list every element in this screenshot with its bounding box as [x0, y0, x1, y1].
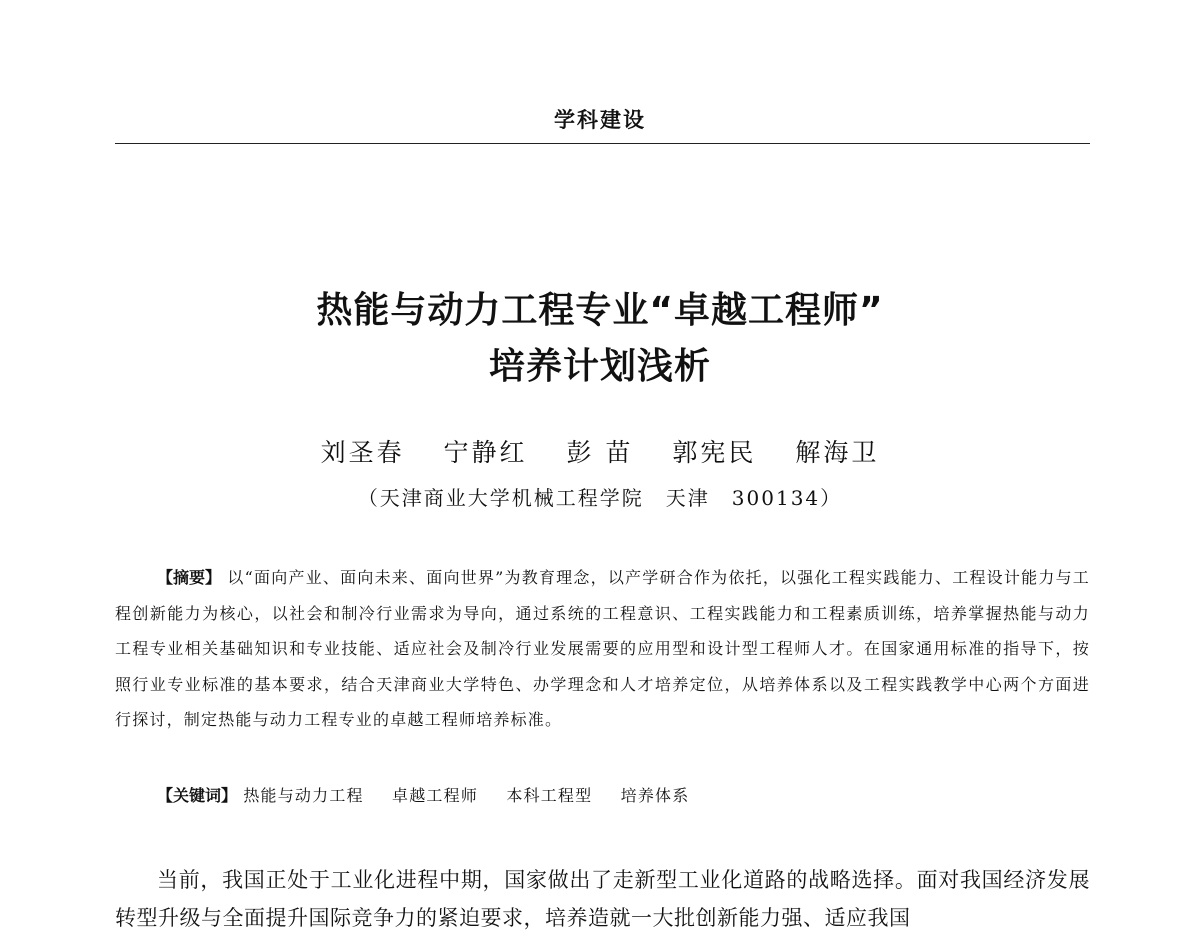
- author-name: 郭宪民: [672, 438, 757, 467]
- author-name: 刘圣春: [320, 438, 405, 467]
- body-paragraph: 当前，我国正处于工业化进程中期，国家做出了走新型工业化道路的战略选择。面对我国经济发展转型升级与全面提升国际竞争力的紧迫要求，培养造就一大批创新能力强、适应我国: [115, 868, 1090, 930]
- abstract: [115, 560, 1090, 738]
- keyword: 培养体系: [620, 786, 690, 805]
- paper-title: [0, 283, 1200, 395]
- author-name: 宁静红: [443, 438, 528, 467]
- keyword: 卓越工程师: [392, 786, 479, 805]
- author-name: 解海卫: [795, 438, 880, 467]
- header-rule: [115, 143, 1090, 144]
- keyword: 热能与动力工程: [243, 786, 364, 805]
- title-line-1: 热能与动力工程专业“卓越工程师”: [316, 290, 884, 331]
- abstract-label: 【摘要】: [157, 568, 222, 587]
- keywords-label: 【关键词】: [157, 786, 238, 805]
- affiliation: （天津商业大学机械工程学院 天津 300134）: [357, 486, 843, 510]
- section-header: 学科建设: [554, 107, 646, 132]
- abstract-text: 以“面向产业、面向未来、面向世界”为教育理念，以产学研合作为依托，以强化工程实践能力、工程设计能力与工程创新能力为核心，以社会和制冷行业需求为导向，通过系统的工程意识、工程实践能力和工程素质训练，培养掌握热能与动力工程专业相关基础知识和专业技能、适应社会及制冷行业发展需要的应用型和设计型工程师人才。在国家通用标准的指导下，按照行业专业标准的基本要求，结合天津商业大学特色、办学理念和人才培养定位，从培养体系以及工程实践教学中心两个方面进行探讨，制定热能与动力工程专业的卓越工程师培养标准。: [115, 568, 1090, 729]
- author-list: [0, 433, 1200, 469]
- keyword: 本科工程型: [506, 786, 593, 805]
- keywords: [157, 783, 711, 806]
- title-line-2: 培养计划浅析: [488, 346, 711, 387]
- author-name: 彭 苗: [566, 438, 634, 467]
